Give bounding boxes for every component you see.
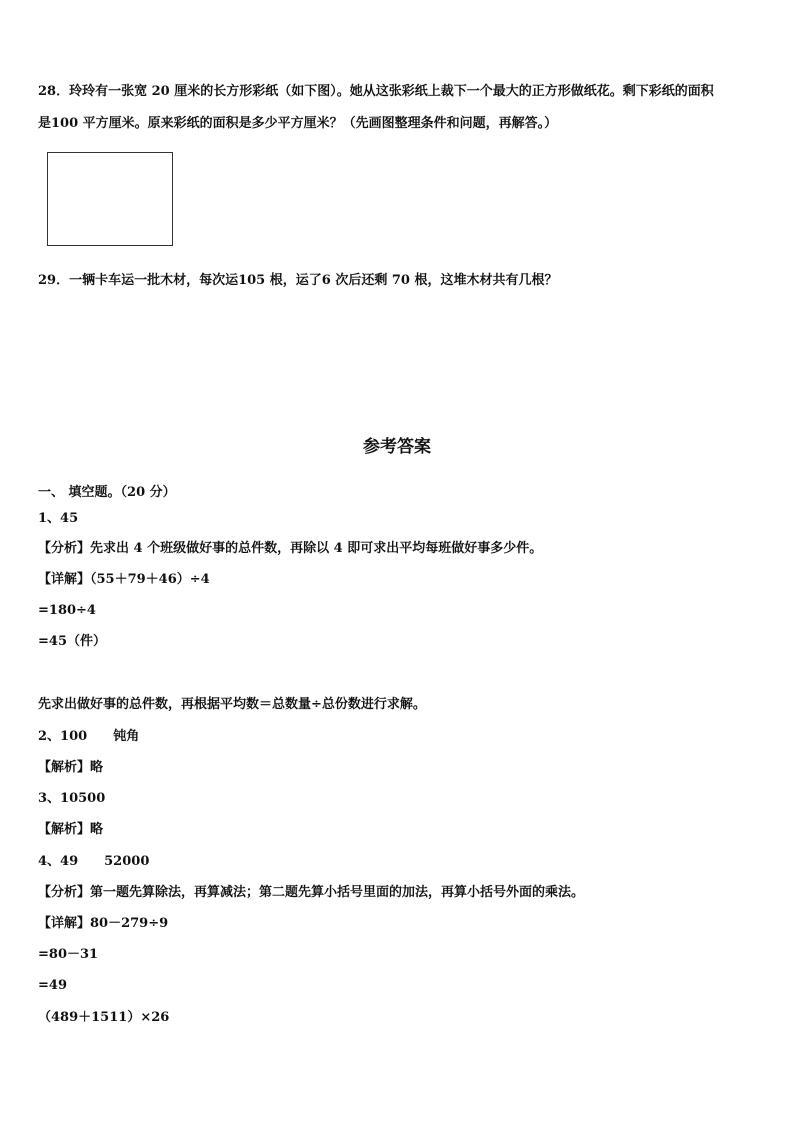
answers-title: 参考答案 (363, 437, 431, 457)
section-heading: 一、 填空题。（20 分） (38, 485, 176, 500)
answer-2-number: 2、100 (38, 729, 88, 744)
answer-3-analysis: 【解析】略 (38, 822, 104, 837)
question-29: 29．一辆卡车运一批木材，每次运105 根，运了6 次后还剩 70 根，这堆木材共有几根？ (38, 273, 558, 288)
answer-1-detail: 【详解】（55＋79＋46）÷4 (38, 572, 210, 587)
answer-4-step-2: =49 (38, 978, 67, 993)
answer-4-detail: 【详解】80－279÷9 (38, 916, 169, 931)
answer-2-analysis: 【解析】略 (38, 760, 104, 775)
answer-1-note: 先求出做好事的总件数，再根据平均数＝总数量÷总份数进行求解。 (38, 697, 426, 712)
answer-1-analysis: 【分析】先求出 4 个班级做好事的总件数，再除以 4 即可求出平均每班做好事多少件。 (38, 541, 543, 556)
answer-1-step-2: =45（件） (38, 634, 106, 649)
answer-1-number: 1、45 (38, 511, 79, 526)
answer-3-number: 3、10500 (38, 791, 106, 806)
answer-4-row (38, 854, 149, 870)
answer-4-analysis: 【分析】第一题先算除法，再算减法；第二题先算小括号里面的加法，再算小括号外面的乘法。 (38, 885, 585, 900)
answer-2-extra: 钝角 (113, 729, 140, 744)
answer-4-number: 4、49 (38, 854, 79, 869)
question-28-line-1: 28．玲玲有一张宽 20 厘米的长方形彩纸（如下图）。她从这张彩纸上裁下一个最大的正方形做纸花。剩下彩纸的面积 (38, 84, 714, 99)
answer-4-step-1: =80－31 (38, 947, 99, 962)
answer-4-step-3: （489＋1511）×26 (38, 1010, 170, 1025)
question-28-line-2: 是100 平方厘米。原来彩纸的面积是多少平方厘米？（先画图整理条件和问题，再解答。） (38, 116, 558, 131)
answer-1-step-1: =180÷4 (38, 603, 96, 618)
rectangle-paper-figure (47, 152, 173, 246)
answer-2-row (38, 729, 139, 745)
answer-4-extra: 52000 (104, 854, 150, 869)
